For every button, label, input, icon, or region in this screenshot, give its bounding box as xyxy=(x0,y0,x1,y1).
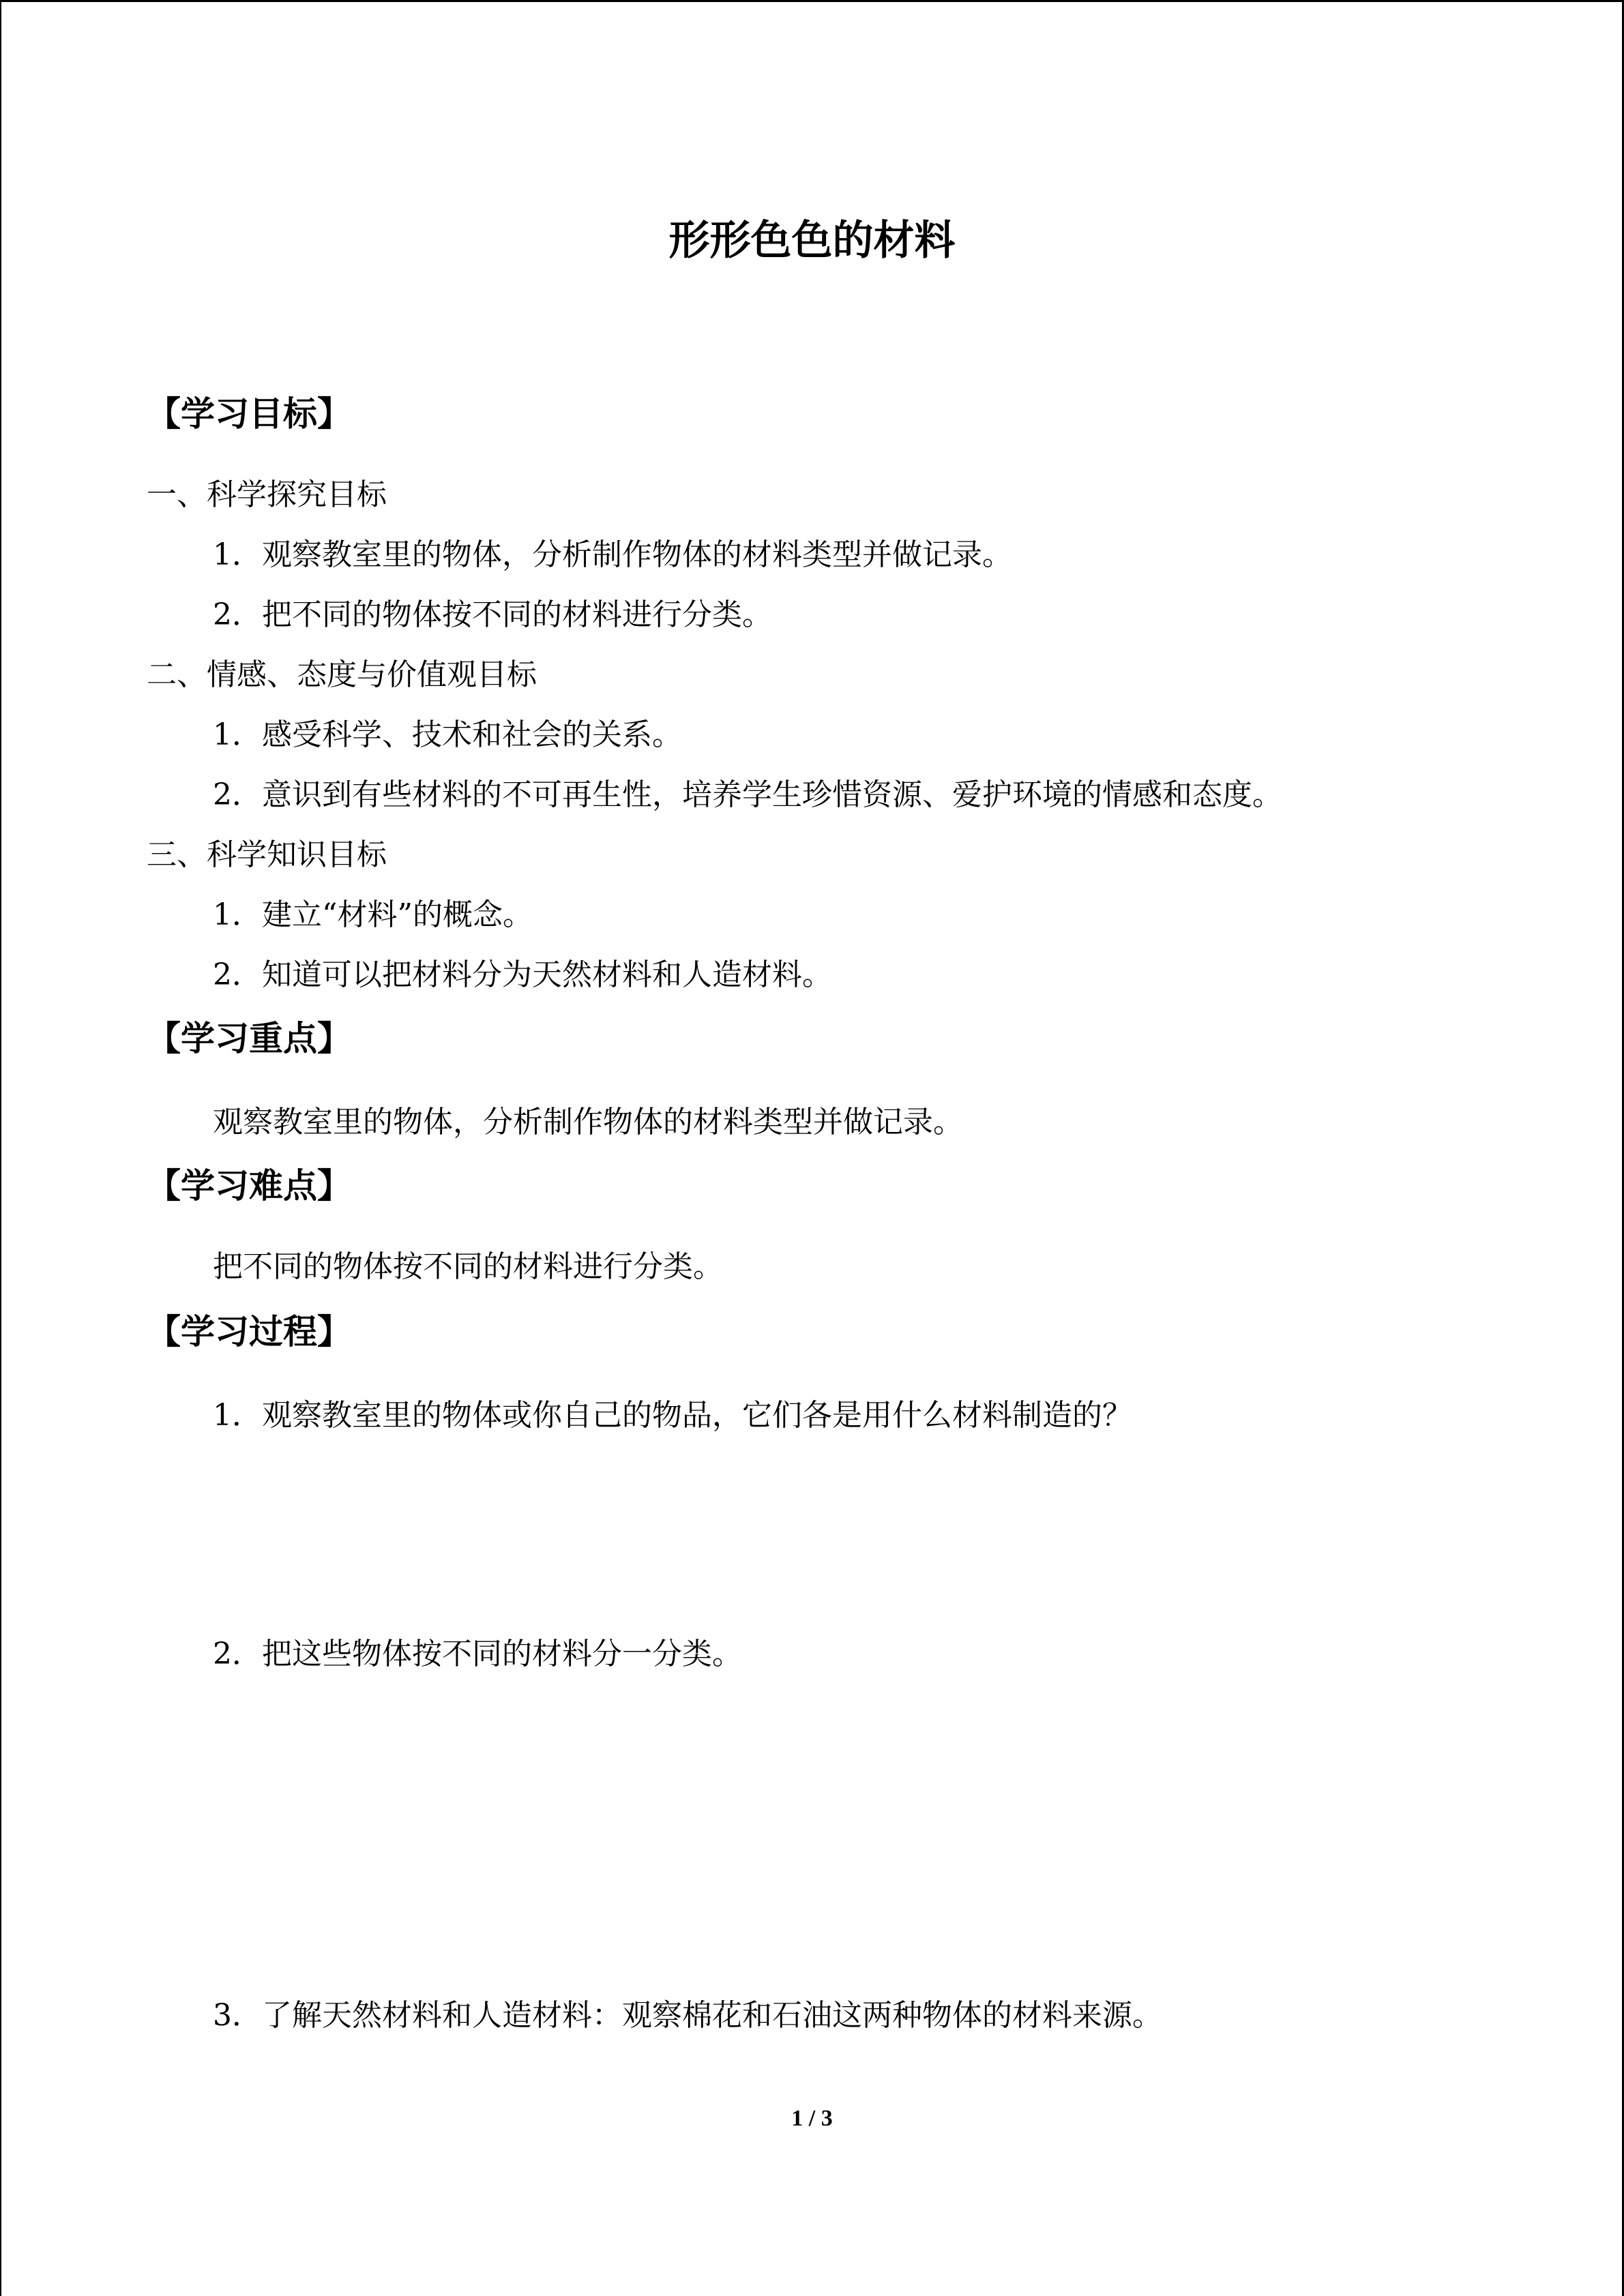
process-item-3: 3．了解天然材料和人造材料：观察棉花和石油这两种物体的材料来源。 xyxy=(213,1998,1162,2033)
difficulties-heading: 【学习难点】 xyxy=(147,1166,351,1206)
difficulties-text: 把不同的物体按不同的材料进行分类。 xyxy=(213,1249,723,1284)
objectives-group-2-label: 二、情感、态度与价值观目标 xyxy=(147,657,537,692)
objectives-group-3-item-2: 2．知道可以把材料分为天然材料和人造材料。 xyxy=(213,957,832,992)
objectives-group-2-item-1: 1．感受科学、技术和社会的关系。 xyxy=(213,717,682,752)
key-points-text: 观察教室里的物体，分析制作物体的材料类型并做记录。 xyxy=(213,1105,963,1139)
objectives-group-2-item-2: 2．意识到有些材料的不可再生性，培养学生珍惜资源、爱护环境的情感和态度。 xyxy=(213,777,1282,812)
objectives-group-3-item-1: 1．建立“材料”的概念。 xyxy=(213,897,533,932)
key-points-heading: 【学习重点】 xyxy=(147,1019,351,1058)
process-item-2: 2．把这些物体按不同的材料分一分类。 xyxy=(213,1637,742,1671)
page-number: 1 / 3 xyxy=(791,2106,833,2131)
page-title: 形形色色的材料 xyxy=(668,217,956,265)
objectives-group-1-label: 一、科学探究目标 xyxy=(147,477,387,512)
process-item-1: 1．观察教室里的物体或你自己的物品，它们各是用什么材料制造的？ xyxy=(213,1398,1132,1433)
objectives-group-1-item-2: 2．把不同的物体按不同的材料进行分类。 xyxy=(213,597,772,632)
objectives-heading: 【学习目标】 xyxy=(147,394,351,434)
objectives-group-1-item-1: 1．观察教室里的物体，分析制作物体的材料类型并做记录。 xyxy=(213,537,1012,572)
process-heading: 【学习过程】 xyxy=(147,1312,351,1352)
objectives-group-3-label: 三、科学知识目标 xyxy=(147,837,387,872)
